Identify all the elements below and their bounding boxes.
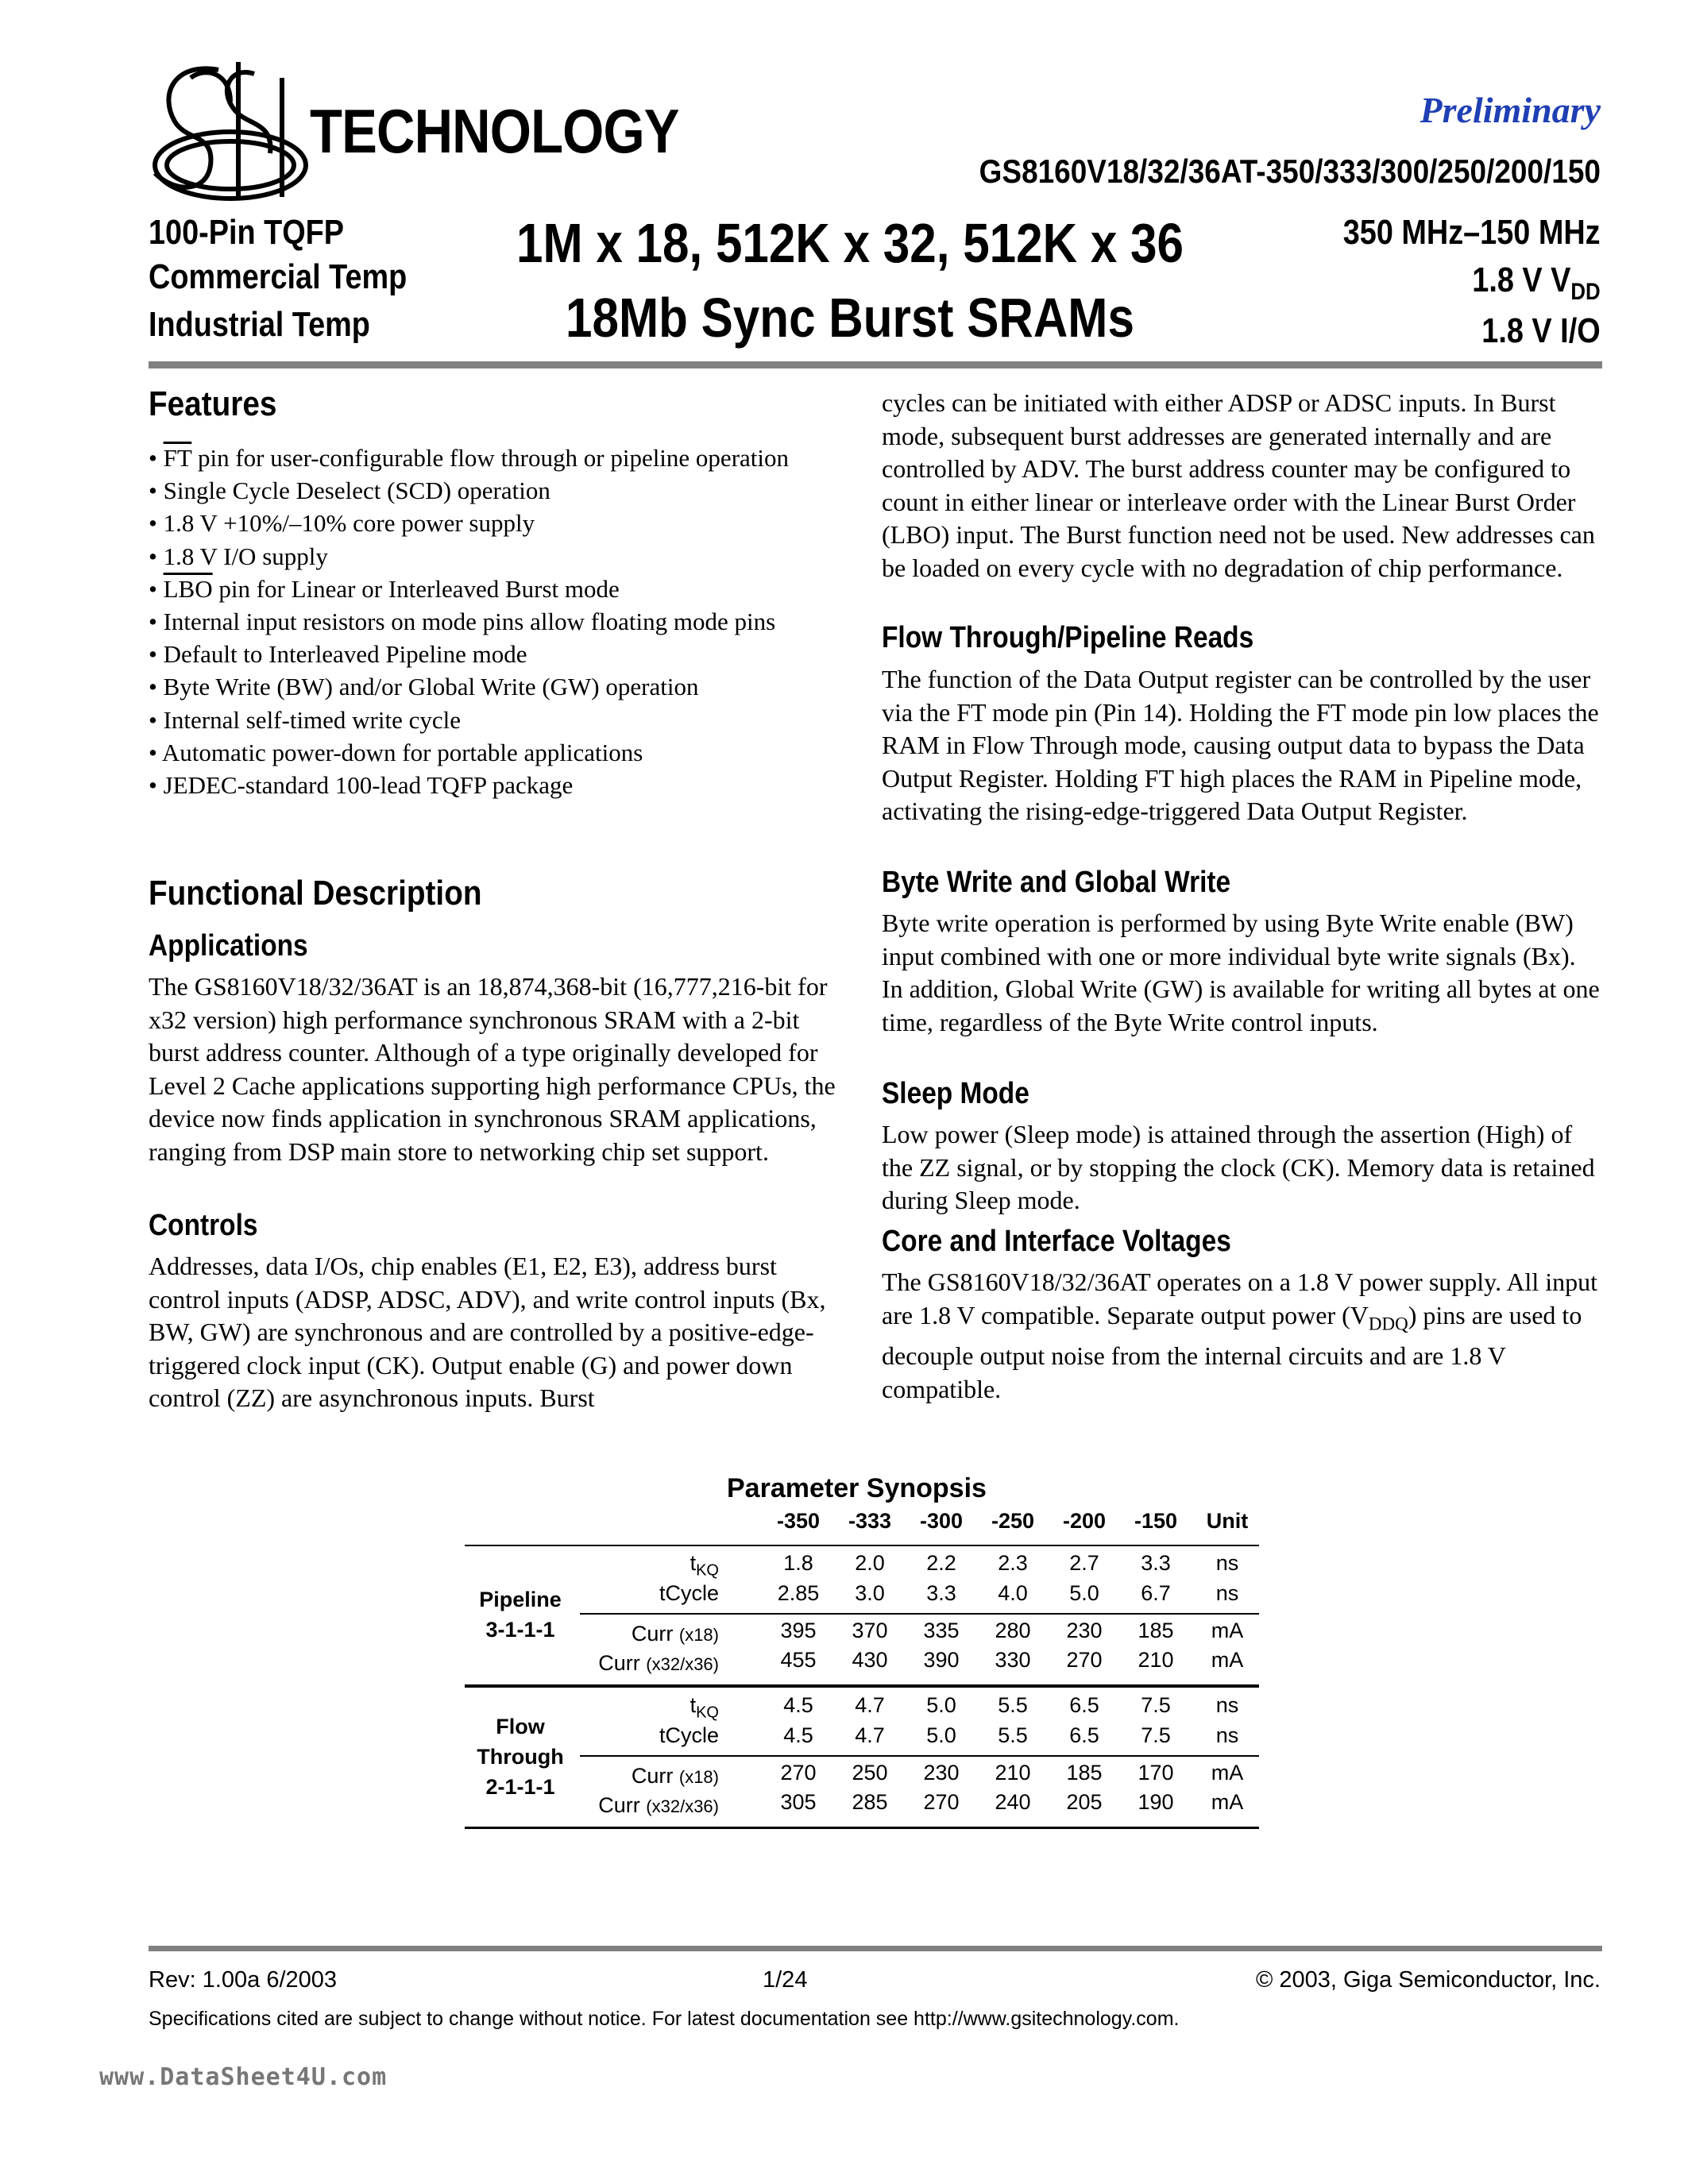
- spec-notice: Specifications cited are subject to change without notice. For latest documentation see http://www.gsitechnology.com.: [149, 2008, 1180, 2030]
- feature-byte-write: • Byte Write (BW) and/or Global Write (GW) operation: [149, 673, 699, 701]
- table-rule: [465, 1684, 1259, 1688]
- table-cell: 4.5: [783, 1693, 813, 1717]
- byte-write-heading: Byte Write and Global Write: [882, 866, 1231, 899]
- part-number: GS8160V18/32/36AT-350/333/300/250/200/150: [979, 152, 1601, 190]
- applications-heading: Applications: [149, 929, 308, 963]
- table-cell: 250: [852, 1761, 888, 1785]
- table-rule: [465, 1827, 1259, 1829]
- column-header: -250: [991, 1509, 1035, 1533]
- table-cell: 2.3: [998, 1551, 1028, 1575]
- table-rule: [580, 1755, 1259, 1757]
- table-cell: 270: [780, 1761, 817, 1785]
- table-cell: mA: [1211, 1648, 1244, 1672]
- table-cell: 285: [852, 1790, 888, 1814]
- table-cell: 185: [1138, 1619, 1174, 1642]
- column-header: Unit: [1206, 1509, 1249, 1533]
- table-cell: 280: [995, 1619, 1031, 1642]
- table-cell: 3.3: [1141, 1551, 1171, 1575]
- sleep-mode-text: Low power (Sleep mode) is attained through the assertion (High) of the ZZ signal, or by stopping the clock (CK). Memory data is retained during Sleep mode.: [882, 1120, 1595, 1214]
- feature-default-mode: • Default to Interleaved Pipeline mode: [149, 640, 527, 669]
- io-voltage: 1.8 V I/O: [1481, 311, 1601, 350]
- feature-self-timed: • Internal self-timed write cycle: [149, 705, 462, 734]
- table-cell: 6.7: [1141, 1581, 1171, 1605]
- column-header: -333: [848, 1509, 892, 1533]
- table-cell: 4.7: [855, 1693, 885, 1717]
- features-heading: Features: [149, 384, 277, 423]
- param-label: Curr (x18): [631, 1764, 719, 1788]
- table-cell: 5.5: [998, 1723, 1028, 1747]
- table-cell: 205: [1066, 1790, 1103, 1814]
- table-cell: 7.5: [1141, 1693, 1171, 1717]
- controls-text: Addresses, data I/Os, chip enables (E1, E2, E3), address burst control inputs (ADSP, ADSC, ADV), and write control inputs (Bx, BW, GW) are synchronous and are controlled by a positive-edge-triggered clock input (CK). Output enable (G) and power down control (ZZ) are asynchronous inputs. Burst: [149, 1252, 826, 1412]
- table-cell: 6.5: [1069, 1723, 1099, 1747]
- param-label: tCycle: [659, 1581, 719, 1605]
- param-label: tCycle: [659, 1723, 719, 1747]
- frequency-range: 350 MHz–150 MHz: [1343, 213, 1601, 252]
- table-cell: mA: [1211, 1790, 1244, 1814]
- feature-io-supply: • 1.8 V I/O supply: [149, 542, 328, 570]
- table-rule: [465, 1545, 1259, 1546]
- table-cell: 430: [852, 1648, 888, 1672]
- table-cell: 230: [1066, 1619, 1103, 1642]
- table-cell: 3.3: [926, 1581, 956, 1605]
- table-cell: ns: [1215, 1581, 1239, 1605]
- feature-scd: • Single Cycle Deselect (SCD) operation: [149, 477, 550, 505]
- burst-text: cycles can be initiated with either ADSP or ADSC inputs. In Burst mode, subsequent burst addresses are generated internally and are controlled by ADV. The burst address counter may be configured to count in either linear or interleave order with the Linear Burst Order (LBO) input. The Burst function need not be used. New addresses can be loaded on every cycle with no degradation of chip performance.: [882, 388, 1595, 582]
- preliminary-label: Preliminary: [1420, 90, 1601, 130]
- param-label: Curr (x32/x36): [598, 1793, 719, 1817]
- table-cell: 2.7: [1069, 1551, 1099, 1575]
- feature-lbo-pin: • $\overline{LBO}$ pin for Linear or Interleaved Burst mode: [149, 574, 620, 603]
- table-cell: 335: [923, 1619, 960, 1642]
- table-cell: ns: [1215, 1693, 1239, 1717]
- table-cell: 6.5: [1069, 1693, 1099, 1717]
- functional-description-heading: Functional Description: [149, 874, 482, 913]
- group-label: Through: [477, 1745, 564, 1769]
- table-title: Parameter Synopsis: [727, 1473, 987, 1503]
- table-cell: 5.0: [1069, 1581, 1099, 1605]
- param-label: $t_{KQ}$: [689, 1551, 719, 1580]
- table-cell: 4.0: [998, 1581, 1028, 1605]
- industrial-temp-label: Industrial Temp: [149, 305, 370, 344]
- table-cell: 190: [1138, 1790, 1174, 1814]
- watermark: www.DataSheet4U.com: [99, 2063, 388, 2091]
- footer-rule: [149, 1946, 1602, 1951]
- feature-ft-pin: • $\overline{FT}$ pin for user-configurable flow through or pipeline operation: [149, 444, 789, 472]
- table-cell: 395: [780, 1619, 817, 1642]
- column-header: -150: [1134, 1509, 1178, 1533]
- param-label: $t_{KQ}$: [689, 1693, 719, 1722]
- group-label: 3-1-1-1: [485, 1618, 555, 1642]
- group-label: Pipeline: [479, 1588, 562, 1611]
- table-cell: 210: [1138, 1648, 1174, 1672]
- title-line-1: 1M x 18, 512K x 32, 512K x 36: [516, 212, 1184, 274]
- copyright: © 2003, Giga Semiconductor, Inc.: [1255, 1967, 1601, 1993]
- flow-through-text: The function of the Data Output register can be controlled by the user via the FT mode pin (Pin 14). Holding the FT mode pin low places the RAM in Flow Through mode, causing output data to bypass the Data Output Register. Holding FT high places the RAM in Pipeline mode, activating the rising-edge-triggered Data Output Register.: [882, 665, 1599, 825]
- table-cell: 7.5: [1141, 1723, 1171, 1747]
- table-cell: 210: [995, 1761, 1031, 1785]
- header-rule: [149, 361, 1602, 369]
- commercial-temp-label: Commercial Temp: [149, 257, 408, 296]
- table-cell: 455: [780, 1648, 817, 1672]
- sleep-mode-heading: Sleep Mode: [882, 1077, 1029, 1110]
- table-cell: 370: [852, 1619, 888, 1642]
- feature-input-resistors: • Internal input resistors on mode pins allow floating mode pins: [149, 608, 776, 636]
- table-cell: 270: [923, 1790, 960, 1814]
- core-voltages-text: The GS8160V18/32/36AT operates on a 1.8 V power supply. All input are 1.8 V compatible. Separate output power $(V_{DDQ})$ pins are used to decouple output noise from the internal circuits and are 1.8 V compatible.: [882, 1268, 1597, 1403]
- table-cell: 270: [1066, 1648, 1103, 1672]
- table-cell: 2.85: [777, 1581, 820, 1605]
- title-line-2: 18Mb Sync Burst SRAMs: [566, 287, 1134, 349]
- param-label: Curr (x18): [631, 1622, 719, 1646]
- table-rule: [580, 1613, 1259, 1615]
- core-voltages-heading: Core and Interface Voltages: [882, 1225, 1231, 1258]
- table-cell: 170: [1138, 1761, 1174, 1785]
- features-list: [149, 442, 856, 801]
- table-cell: 4.5: [783, 1723, 813, 1747]
- table-cell: 305: [780, 1790, 817, 1814]
- table-cell: 4.7: [855, 1723, 885, 1747]
- param-label: Curr (x32/x36): [598, 1651, 719, 1675]
- column-header: -200: [1062, 1509, 1107, 1533]
- table-cell: ns: [1215, 1551, 1239, 1575]
- table-cell: 2.2: [926, 1551, 956, 1575]
- table-cell: 5.0: [926, 1693, 956, 1717]
- feature-power-down: • Automatic power-down for portable applications: [149, 738, 643, 766]
- page-number: 1/24: [763, 1967, 808, 1993]
- controls-heading: Controls: [149, 1209, 258, 1242]
- flow-through-heading: Flow Through/Pipeline Reads: [882, 621, 1254, 654]
- table-cell: 330: [995, 1648, 1031, 1672]
- table-cell: 390: [923, 1648, 960, 1672]
- feature-jedec: • JEDEC-standard 100-lead TQFP package: [149, 771, 574, 800]
- vdd-spec: 1.8 V $V_{DD}$: [1472, 260, 1601, 305]
- feature-core-supply: • 1.8 V +10%/–10% core power supply: [149, 509, 535, 538]
- table-cell: 5.0: [926, 1723, 956, 1747]
- table-cell: 3.0: [855, 1581, 885, 1605]
- column-header: -350: [776, 1509, 821, 1533]
- applications-text: The GS8160V18/32/36AT is an 18,874,368-bit (16,777,216-bit for x32 version) high performance synchronous SRAM with a 2-bit burst address counter. Although of a type originally developed for Level 2 Cache applications supporting high performance CPUs, the device now finds application in synchronous SRAM applications, ranging from DSP main store to networking chip set support.: [149, 972, 836, 1166]
- table-cell: mA: [1211, 1619, 1244, 1642]
- table-cell: 2.0: [855, 1551, 885, 1575]
- group-label: Flow: [496, 1715, 545, 1738]
- table-cell: 185: [1066, 1761, 1103, 1785]
- table-cell: ns: [1215, 1723, 1239, 1747]
- package-label: 100-Pin TQFP: [149, 213, 345, 252]
- table-cell: 1.8: [783, 1551, 813, 1575]
- table-cell: mA: [1211, 1761, 1244, 1785]
- table-cell: 5.5: [998, 1693, 1028, 1717]
- logo-wordmark: TECHNOLOGY: [310, 96, 679, 166]
- byte-write-text: Byte write operation is performed by using Byte Write enable (BW) input combined with one or more individual byte write signals (Bx). In addition, Global Write (GW) is available for writing all bytes at one time, regardless of the Byte Write control inputs.: [882, 909, 1600, 1036]
- table-cell: 240: [995, 1790, 1031, 1814]
- column-header: -300: [919, 1509, 964, 1533]
- table-cell: 230: [923, 1761, 960, 1785]
- revision-info: Rev: 1.00a 6/2003: [149, 1967, 338, 1993]
- group-label: 2-1-1-1: [485, 1775, 555, 1799]
